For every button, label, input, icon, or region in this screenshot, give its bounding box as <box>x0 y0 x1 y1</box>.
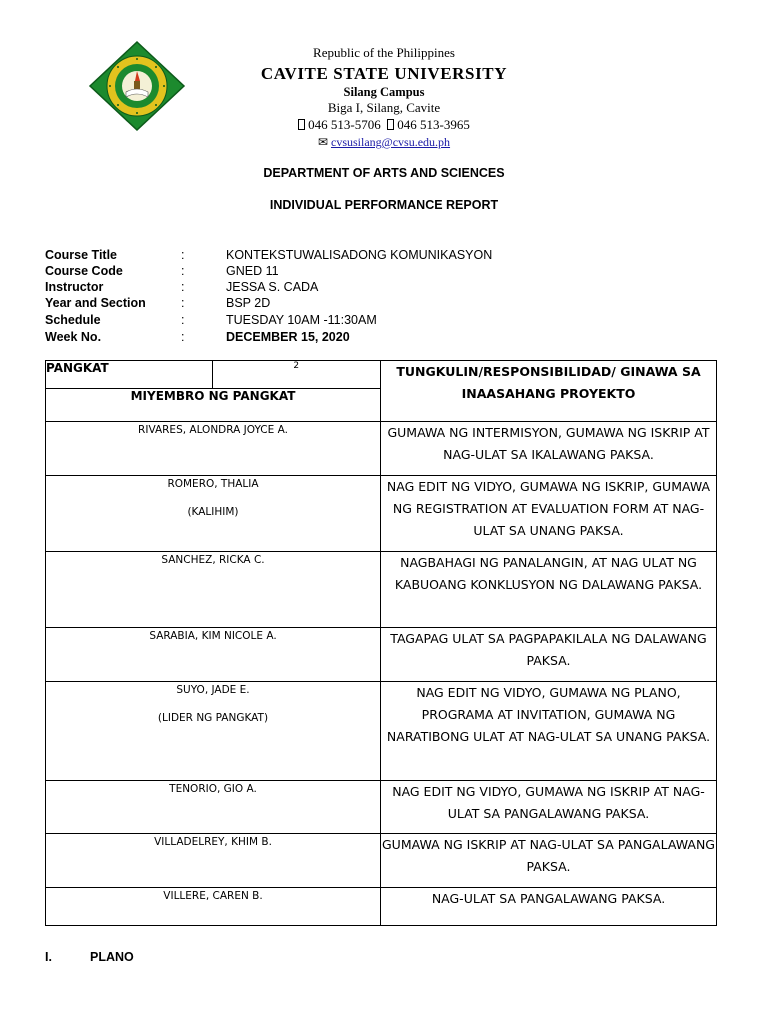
pangkat-label: PANGKAT <box>46 361 212 388</box>
info-row-course-code <box>45 263 725 279</box>
member-roles-table <box>45 360 717 926</box>
member-name: VILLADELREY, KHIM B. <box>154 836 272 848</box>
republic-line: Republic of the Philippines <box>313 45 455 60</box>
phone-number-1: 046 513-5706 <box>308 117 381 132</box>
info-label: Week No. <box>45 330 102 344</box>
member-role: GUMAWA NG ISKRIP AT NAG-ULAT SA PANGALAWANG PAKSA. <box>381 834 717 888</box>
university-seal-logo <box>88 40 186 132</box>
info-colon: : <box>181 264 185 278</box>
info-row-year-section <box>45 295 725 311</box>
info-label: Schedule <box>45 313 101 327</box>
pangkat-number: 2 <box>212 361 380 388</box>
info-colon: : <box>181 330 185 344</box>
member-role: NAG EDIT NG VIDYO, GUMAWA NG ISKRIP, GUMAWA NG REGISTRATION AT EVALUATION FORM AT NAG-ULAT SA UNANG PAKSA. <box>381 476 717 552</box>
campus-name: Silang Campus <box>343 85 425 99</box>
phone-icon <box>298 119 305 130</box>
department-title: DEPARTMENT OF ARTS AND SCIENCES <box>263 166 505 180</box>
table-row <box>46 682 717 781</box>
member-name: SUYO, JADE E. <box>176 684 250 696</box>
member-note: (KALIHIM) <box>187 506 239 518</box>
info-label: Year and Section <box>45 296 146 310</box>
campus-address: Biga I, Silang, Cavite <box>327 100 441 115</box>
info-row-schedule <box>45 312 725 328</box>
info-row-course-title <box>45 247 725 263</box>
member-role: NAG EDIT NG VIDYO, GUMAWA NG ISKRIP AT NAG-ULAT SA PANGALAWANG PAKSA. <box>381 781 717 834</box>
info-value: BSP 2D <box>226 296 271 310</box>
table-row <box>46 834 717 888</box>
table-row <box>46 422 717 476</box>
table-header-row <box>46 361 717 422</box>
member-role: GUMAWA NG INTERMISYON, GUMAWA NG ISKRIP AT NAG-ULAT SA IKALAWANG PAKSA. <box>381 422 717 476</box>
member-name: RIVARES, ALONDRA JOYCE A. <box>138 424 288 436</box>
info-label: Course Code <box>45 264 123 278</box>
info-value: GNED 11 <box>226 264 279 278</box>
phone-icon <box>387 119 394 130</box>
phone-number-2: 046 513-3965 <box>397 117 470 132</box>
section-number: I. <box>45 950 52 964</box>
info-value: DECEMBER 15, 2020 <box>226 330 350 344</box>
envelope-icon: ✉ <box>317 135 328 149</box>
member-role: NAG EDIT NG VIDYO, GUMAWA NG PLANO, PROGRAMA AT INVITATION, GUMAWA NG NARATIBONG ULAT AT NAG-ULAT SA UNANG PAKSA. <box>381 682 717 781</box>
member-note: (LIDER NG PANGKAT) <box>157 712 269 724</box>
info-colon: : <box>181 296 185 310</box>
info-label: Course Title <box>45 248 118 262</box>
info-colon: : <box>181 313 185 327</box>
info-colon: : <box>181 280 185 294</box>
table-row <box>46 552 717 628</box>
role-header: TUNGKULIN/RESPONSIBILIDAD/ GINAWA SA INAASAHANG PROYEKTO <box>381 361 717 422</box>
email-link[interactable]: cvsusilang@cvsu.edu.ph <box>331 135 451 149</box>
info-value: TUESDAY 10AM -11:30AM <box>226 313 377 327</box>
university-name: CAVITE STATE UNIVERSITY <box>260 64 508 83</box>
members-header: MIYEMBRO NG PANGKAT <box>130 388 296 403</box>
info-row-instructor <box>45 279 725 295</box>
member-name: ROMERO, THALIA <box>167 478 259 490</box>
info-row-week-no <box>45 329 725 345</box>
info-value: JESSA S. CADA <box>226 280 319 294</box>
info-value: KONTEKSTUWALISADONG KOMUNIKASYON <box>226 248 493 262</box>
info-colon: : <box>181 248 185 262</box>
section-title: PLANO <box>90 950 134 964</box>
table-row <box>46 888 717 926</box>
member-role: NAG-ULAT SA PANGALAWANG PAKSA. <box>381 888 717 926</box>
member-name: SARABIA, KIM NICOLE A. <box>149 630 277 642</box>
table-row <box>46 781 717 834</box>
report-title: INDIVIDUAL PERFORMANCE REPORT <box>269 198 499 212</box>
info-label: Instructor <box>45 280 104 294</box>
pangkat-subtable <box>46 361 380 421</box>
member-name: SANCHEZ, RICKA C. <box>161 554 265 566</box>
phone-line <box>200 117 568 133</box>
member-name: TENORIO, GIO A. <box>169 783 257 795</box>
email-line <box>200 135 568 150</box>
table-row <box>46 628 717 682</box>
member-role: NAGBAHAGI NG PANALANGIN, AT NAG ULAT NG KABUOANG KONKLUSYON NG DALAWANG PAKSA. <box>381 552 717 628</box>
member-role: TAGAPAG ULAT SA PAGPAPAKILALA NG DALAWANG PAKSA. <box>381 628 717 682</box>
member-name: VILLERE, CAREN B. <box>163 890 263 902</box>
table-row <box>46 476 717 552</box>
